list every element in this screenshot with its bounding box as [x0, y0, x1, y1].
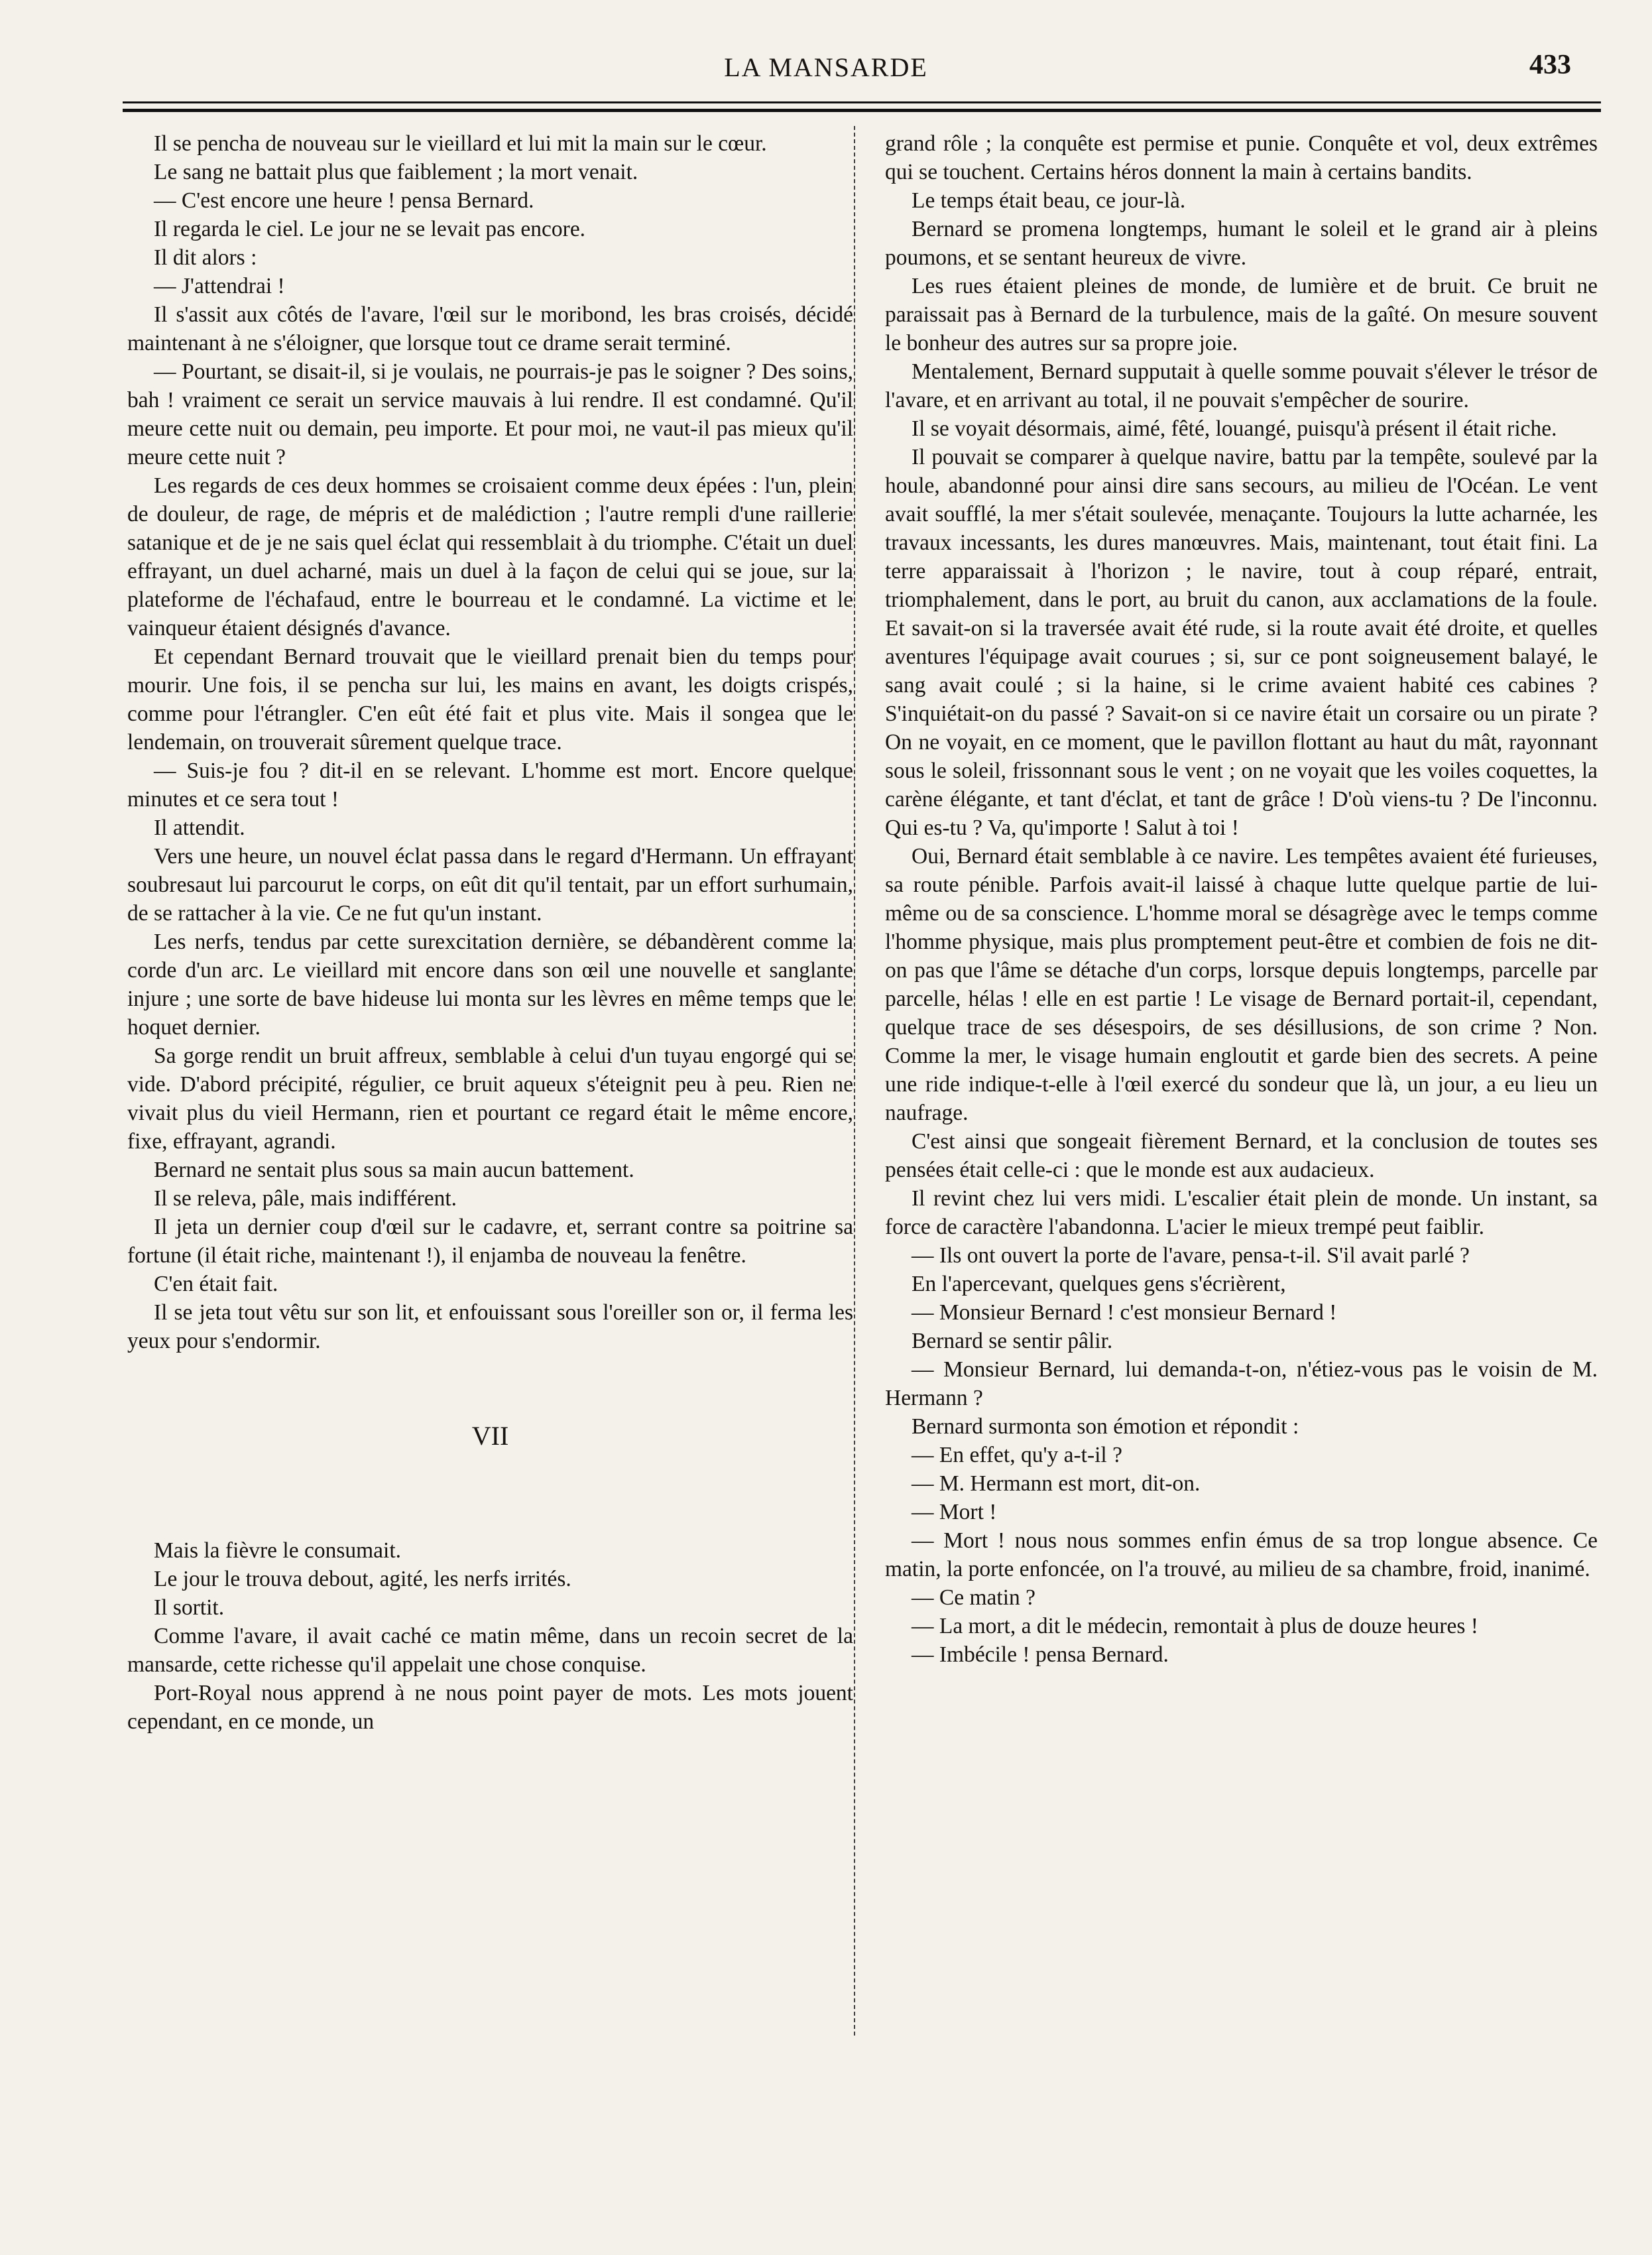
paragraph: Bernard se promena longtemps, humant le soleil et le grand air à pleins poumons, et se sentant heureux de vivre.: [885, 217, 1598, 270]
paragraph: — Mort !: [912, 1500, 997, 1524]
paragraph: Et cependant Bernard trouvait que le vieillard prenait bien du temps pour mourir. Une fois, il se pencha sur lui, les mains en avant, les doigts crispés, comme pour l'étrangler. C'en eût été fait et plus vite. Mais il songea que le lendemain, on trouverait sûrement quelque trace.: [127, 644, 853, 755]
right-column-text: [885, 129, 1598, 1669]
paragraph: Les regards de ces deux hommes se croisaient comme deux épées : l'un, plein de douleur, de rage, de mépris et de malédiction ; l'autre rempli d'une raillerie satanique et de je ne sais quel éclat qui ressemblait à du triomphe. C'était un duel effrayant, un duel acharné, mais un duel à la façon de celui qui se joue, sur la plateforme de l'échafaud, entre le bourreau et le condamné. La victime et le vainqueur étaient désignés d'avance.: [127, 473, 853, 640]
paragraph: Il jeta un dernier coup d'œil sur le cadavre, et, serrant contre sa poitrine sa fortune (il était riche, maintenant !), il enjamba de nouveau la fenêtre.: [127, 1215, 853, 1268]
paragraph: Les nerfs, tendus par cette surexcitation dernière, se débandèrent comme la corde d'un arc. Le vieillard mit encore dans son œil une nouvelle et sanglante injure ; une sorte de bave hideuse lui monta sur les lèvres en même temps que le hoquet dernier.: [127, 930, 853, 1040]
paragraph: Il pouvait se comparer à quelque navire, battu par la tempête, soulevé par la houle, abandonné pour ainsi dire sans secours, au milieu de l'Océan. Le vent avait soufflé, la mer s'était soulevée, menaçante. Toujours la lutte acharnée, les travaux incessants, les dures manœuvres. Mais, maintenant, tout était fini. La terre apparaissait à l'horizon ; le navire, tout à coup réparé, entrait, triomphalement, dans le port, au bruit du canon, aux acclamations de la foule. Et savait-on si la traversée avait été rude, si la route avait été droite, et quelles aventures l'équipage avait courues ; si, sur ce pont soigneusement balayé, le sang avait coulé ; si la haine, si le crime avaient habité ces cabines ? S'inquiétait-on du passé ? Savait-on si ce navire était un corsaire ou un pirate ? On ne voyait, en ce moment, que le pavillon flottant au haut du mât, rayonnant sous le soleil, frissonnant sous le vent ; on ne voyait que les voiles coquettes, la carène élégante, et tant d'éclat, et tant de grâce ! D'où viens-tu ? De l'inconnu. Qui es-tu ? Va, qu'importe ! Salut à toi !: [885, 445, 1598, 840]
paragraph: Il attendit.: [154, 816, 245, 840]
left-column-text-after: [127, 1536, 853, 1736]
paragraph: Bernard surmonta son émotion et répondit :: [912, 1414, 1299, 1439]
paragraph: — Pourtant, se disait-il, si je voulais, ne pourrais-je pas le soigner ? Des soins, bah ! vraiment ce serait un service mauvais à lui rendre. Il est condamné. Qu'il meure cette nuit ou demain, peu importe. Et pour moi, ne vaut-il pas mieux qu'il meure cette nuit ?: [127, 359, 853, 469]
paragraph: Le sang ne battait plus que faiblement ; la mort venait.: [154, 160, 638, 184]
paragraph: Il sortit.: [154, 1595, 225, 1620]
paragraph: — Mort ! nous nous sommes enfin émus de sa trop longue absence. Ce matin, la porte enfoncée, on l'a trouvé, au milieu de sa chambre, froid, inanimé.: [885, 1528, 1598, 1581]
paragraph: Oui, Bernard était semblable à ce navire. Les tempêtes avaient été furieuses, sa route pénible. Parfois avait-il laissé à chaque lutte quelque partie de lui-même ou de sa conscience. L'homme moral se désagrège avec le temps comme l'homme physique, mais plus promptement peut-être et combien de fois ne dit-on pas que l'âme se détache d'un corps, lorsque depuis longtemps, parcelle par parcelle, hélas ! elle en est partie ! Le visage de Bernard portait-il, cependant, quelque trace de ses désespoirs, de ses désillusions, de son crime ? Non. Comme la mer, le visage humain engloutit et garde bien des secrets. A peine une ride indique-t-elle à l'œil exercé du sondeur que là, un jour, a eu lieu un naufrage.: [885, 844, 1598, 1125]
paragraph: Le jour le trouva debout, agité, les nerfs irrités.: [154, 1567, 571, 1591]
left-column: [127, 129, 853, 1736]
paragraph: Sa gorge rendit un bruit affreux, semblable à celui d'un tuyau engorgé qui se vide. D'abord précipité, régulier, ce bruit aqueux s'éteignit peu à peu. Rien ne vivait plus du vieil Hermann, rien et pourtant ce regard était le même encore, fixe, effrayant, agrandi.: [127, 1044, 853, 1154]
paragraph: Il revint chez lui vers midi. L'escalier était plein de monde. Un instant, sa force de caractère l'abandonna. L'acier le mieux trempé peut faiblir.: [885, 1186, 1598, 1239]
paragraph: — Suis-je fou ? dit-il en se relevant. L'homme est mort. Encore quelque minutes et ce sera tout !: [127, 759, 853, 812]
paragraph: Le temps était beau, ce jour-là.: [912, 188, 1186, 213]
paragraph: Il se jeta tout vêtu sur son lit, et enfouissant sous l'oreiller son or, il ferma les yeux pour s'endormir.: [127, 1300, 853, 1353]
paragraph: — Ce matin ?: [912, 1585, 1035, 1610]
paragraph: grand rôle ; la conquête est permise et punie. Conquête et vol, deux extrêmes qui se touchent. Certains héros donnent la main à certains bandits.: [885, 131, 1598, 184]
paragraph: Port-Royal nous apprend à ne nous point payer de mots. Les mots jouent cependant, en ce monde, un: [127, 1681, 853, 1734]
paragraph: Mais la fièvre le consumait.: [154, 1538, 402, 1563]
paragraph: — Monsieur Bernard ! c'est monsieur Bernard !: [912, 1300, 1337, 1325]
chapter-heading: VII: [471, 1421, 509, 1451]
right-column: [885, 129, 1598, 1669]
paragraph: C'est ainsi que songeait fièrement Bernard, et la conclusion de toutes ses pensées était celle-ci : que le monde est aux audacieux.: [885, 1129, 1598, 1182]
paragraph: Il regarda le ciel. Le jour ne se levait pas encore.: [154, 217, 586, 241]
paragraph: Il se voyait désormais, aimé, fêté, louangé, puisqu'à présent il était riche.: [912, 416, 1557, 441]
paragraph: — En effet, qu'y a-t-il ?: [912, 1443, 1122, 1467]
paragraph: Les rues étaient pleines de monde, de lumière et de bruit. Ce bruit ne paraissait pas à Bernard de la turbulence, mais de la gaîté. On mesure souvent le bonheur des autres sur sa propre joie.: [885, 274, 1598, 355]
paragraph: Il s'assit aux côtés de l'avare, l'œil sur le moribond, les bras croisés, décidé maintenant à ne s'éloigner, que lorsque tout ce drame serait terminé.: [127, 302, 853, 355]
paragraph: — Ils ont ouvert la porte de l'avare, pensa-t-il. S'il avait parlé ?: [912, 1243, 1470, 1268]
column-divider: [854, 126, 855, 2036]
header-rule-thick: [123, 109, 1601, 112]
paragraph: — La mort, a dit le médecin, remontait à plus de douze heures !: [912, 1614, 1478, 1638]
paragraph: Bernard ne sentait plus sous sa main aucun battement.: [154, 1158, 634, 1182]
left-column-text-before: [127, 129, 853, 1355]
paragraph: — J'attendrai !: [154, 274, 285, 298]
header-rule-thin: [123, 101, 1601, 103]
paragraph: Bernard se sentir pâlir.: [912, 1329, 1113, 1353]
paragraph: Vers une heure, un nouvel éclat passa dans le regard d'Hermann. Un effrayant soubresaut lui parcourut le corps, on eût dit qu'il tentait, par un effort surhumain, de se rattacher à la vie. Ce ne fut qu'un instant.: [127, 844, 853, 926]
paragraph: Il dit alors :: [154, 245, 257, 270]
paragraph: — Imbécile ! pensa Bernard.: [912, 1642, 1169, 1667]
paragraph: — C'est encore une heure ! pensa Bernard.: [154, 188, 534, 213]
paragraph: Mentalement, Bernard supputait à quelle somme pouvait s'élever le trésor de l'avare, et en arrivant au total, il ne pouvait s'empêcher de sourire.: [885, 359, 1598, 412]
paragraph: Comme l'avare, il avait caché ce matin même, dans un recoin secret de la mansarde, cette richesse qu'il appelait une chose conquise.: [127, 1624, 853, 1677]
paragraph: — M. Hermann est mort, dit-on.: [912, 1471, 1201, 1496]
page-header-title: LA MANSARDE: [724, 52, 928, 82]
paragraph: Il se releva, pâle, mais indifférent.: [154, 1186, 457, 1211]
page-number: 433: [1529, 50, 1571, 80]
paragraph: C'en était fait.: [154, 1272, 278, 1296]
paragraph: — Monsieur Bernard, lui demanda-t-on, n'étiez-vous pas le voisin de M. Hermann ?: [885, 1357, 1598, 1410]
paragraph: En l'apercevant, quelques gens s'écrièrent,: [912, 1272, 1286, 1296]
paragraph: Il se pencha de nouveau sur le vieillard et lui mit la main sur le cœur.: [154, 131, 767, 156]
